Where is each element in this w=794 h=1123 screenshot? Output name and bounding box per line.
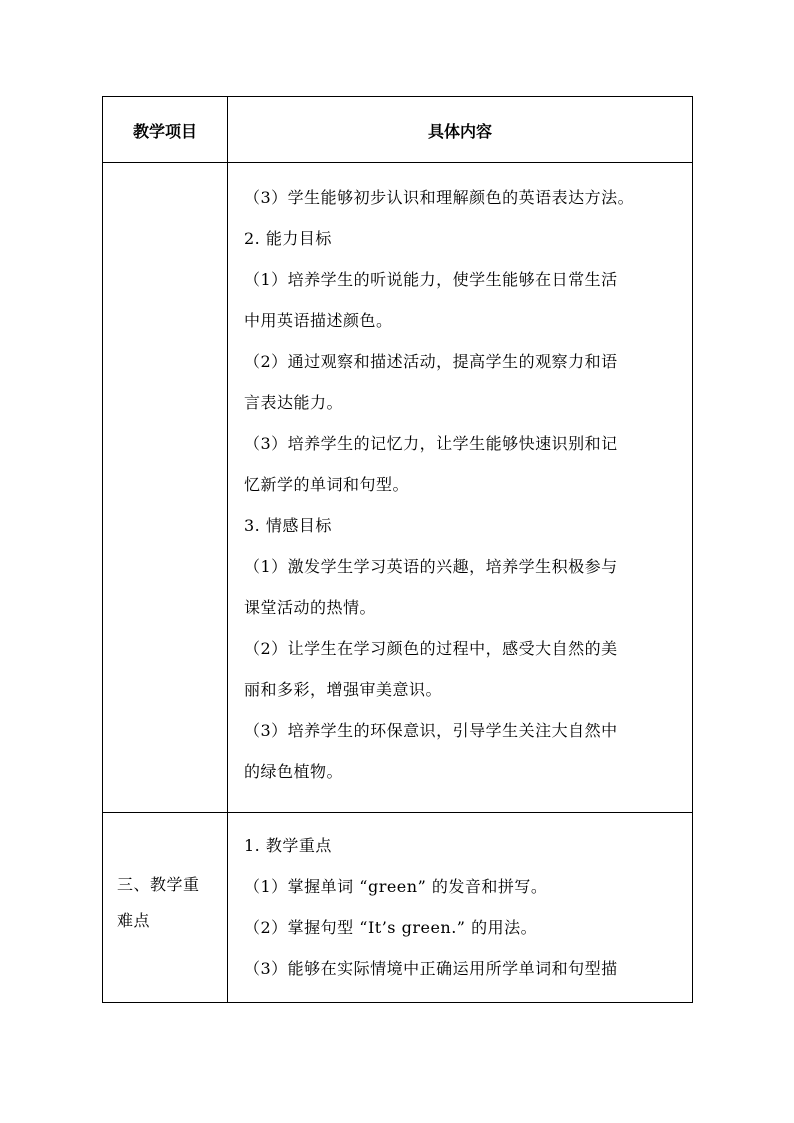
key-points-content (244, 825, 688, 989)
lesson-plan-table (102, 96, 693, 1003)
content-line: 的绿色植物。 (244, 762, 344, 781)
content-line: （2）掌握句型 “It’s green.” 的用法。 (244, 918, 538, 937)
content-line: 中用英语描述颜色。 (244, 311, 393, 330)
content-line: 丽和多彩，增强审美意识。 (244, 680, 443, 699)
content-line: 3. 情感目标 (244, 516, 332, 535)
column-divider (227, 97, 228, 1002)
label-line: 三、教学重 (117, 875, 200, 894)
content-line: 1. 教学重点 (244, 836, 332, 855)
key-difficult-points-label (117, 867, 217, 939)
header-specific-content: 具体内容 (427, 121, 492, 141)
row-divider (103, 812, 692, 813)
content-line: 2. 能力目标 (244, 229, 332, 248)
content-line: （1）激发学生学习英语的兴趣，培养学生积极参与 (244, 557, 618, 576)
content-line: （3）培养学生的环保意识，引导学生关注大自然中 (244, 721, 618, 740)
content-line: （3）能够在实际情境中正确运用所学单词和句型描 (244, 959, 618, 978)
content-line: （1）培养学生的听说能力，使学生能够在日常生活 (244, 270, 618, 289)
content-line: 课堂活动的热情。 (244, 598, 377, 617)
content-line: 言表达能力。 (244, 393, 344, 412)
objectives-content (244, 177, 688, 792)
content-line: （1）掌握单词 “green” 的发音和拼写。 (244, 877, 548, 896)
content-line: （3）学生能够初步认识和理解颜色的英语表达方法。 (244, 188, 635, 207)
content-line: （2）通过观察和描述活动，提高学生的观察力和语 (244, 352, 618, 371)
content-line: 忆新学的单词和句型。 (244, 475, 410, 494)
content-line: （3）培养学生的记忆力，让学生能够快速识别和记 (244, 434, 618, 453)
content-line: （2）让学生在学习颜色的过程中，感受大自然的美 (244, 639, 618, 658)
header-teaching-item: 教学项目 (132, 121, 197, 141)
label-line: 难点 (117, 911, 151, 930)
